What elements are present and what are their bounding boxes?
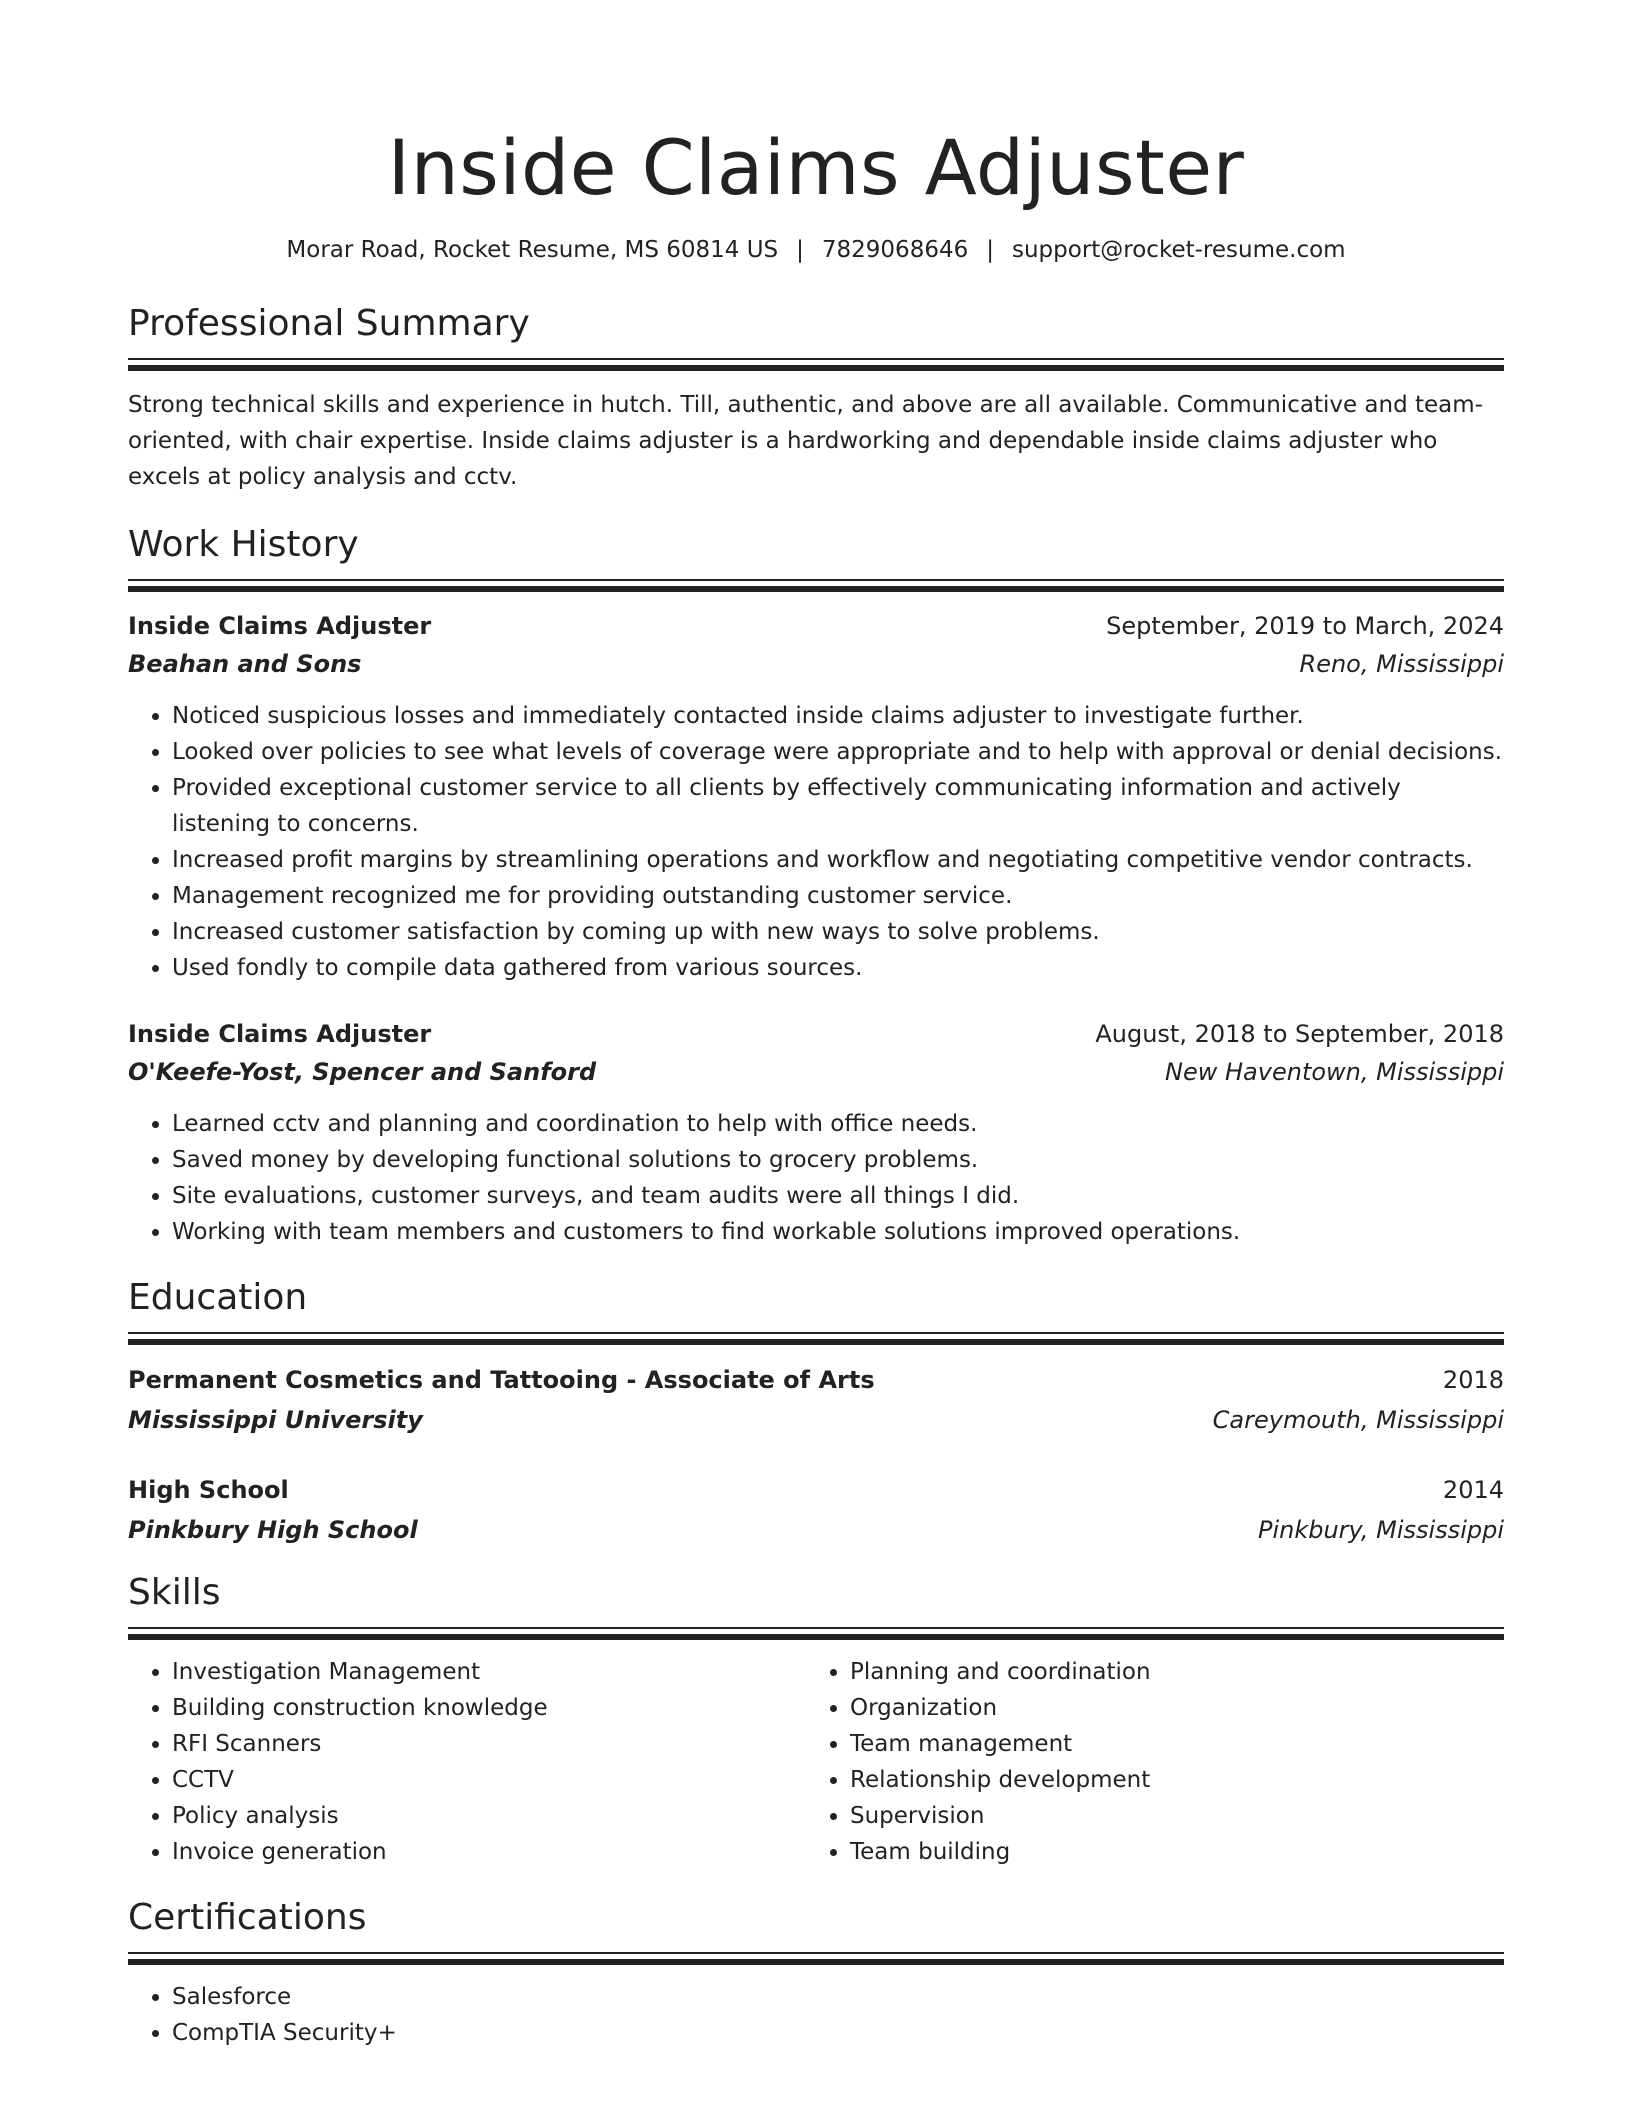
list-item: • Salesforce [172,1979,1504,2015]
list-item: • Increased profit margins by streamlining operations and workflow and negotiating competitive vendor contracts. [172,842,1504,878]
section-divider-thick [128,1959,1504,1965]
section-divider-thick [128,586,1504,592]
list-item: • Noticed suspicious losses and immediately contacted inside claims adjuster to investigate further. [172,698,1504,734]
job-location: Reno, Mississippi [1299,650,1504,678]
list-item: • Investigation Management [172,1654,806,1690]
list-item: • Provided exceptional customer service to all clients by effectively communicating information and actively listening to concerns. [172,770,1504,842]
job-entry [128,608,1504,986]
section-title-skills: Skills [128,1572,221,1613]
list-item: • Policy analysis [172,1798,806,1834]
contact-separator: | [986,237,994,263]
contact-separator: | [796,237,804,263]
education-entry [128,1361,1504,1441]
list-item: • Increased customer satisfaction by coming up with new ways to solve problems. [172,914,1504,950]
education-header-row [128,1361,1504,1399]
skills-column-right [806,1654,1484,1870]
skills-list [806,1654,1484,1870]
section-divider [128,579,1504,581]
list-item: • Looked over policies to see what levels of coverage were appropriate and to help with approval or denial decisions. [172,734,1504,770]
education-school: Mississippi University [128,1406,423,1434]
list-item: • Saved money by developing functional solutions to grocery problems. [172,1142,1504,1178]
section-divider [128,1627,1504,1629]
list-item: • Planning and coordination [850,1654,1484,1690]
list-item: • RFI Scanners [172,1726,806,1762]
section-title-education: Education [128,1277,308,1318]
list-item: • Relationship development [850,1762,1484,1798]
job-bullets [128,698,1504,986]
list-item: • Learned cctv and planning and coordination to help with office needs. [172,1106,1504,1142]
job-company: Beahan and Sons [128,650,362,678]
list-item: • Used fondly to compile data gathered from various sources. [172,950,1504,986]
list-item: • Site evaluations, customer surveys, and team audits were all things I did. [172,1178,1504,1214]
education-year: 2018 [1442,1366,1504,1394]
certifications-section [128,1896,1504,2051]
skills-column-left [128,1654,806,1870]
job-location: New Haventown, Mississippi [1165,1058,1504,1086]
job-bullets [128,1106,1504,1250]
contact-email: support@rocket-resume.com [1011,237,1346,263]
education-degree: Permanent Cosmetics and Tattooing - Associate of Arts [128,1366,875,1394]
skills-section [128,1571,1504,1870]
list-item: • Management recognized me for providing outstanding customer service. [172,878,1504,914]
list-item: • Team building [850,1834,1484,1870]
list-item: • Building construction knowledge [172,1690,806,1726]
education-school-row [128,1399,1504,1441]
skills-list [128,1654,806,1870]
job-company-row [128,644,1504,684]
education-school-row [128,1509,1504,1551]
list-item: • Invoice generation [172,1834,806,1870]
section-title-work: Work History [128,524,359,565]
job-position: Inside Claims Adjuster [128,1020,432,1048]
list-item: • Supervision [850,1798,1484,1834]
section-divider-thick [128,365,1504,371]
work-section [128,523,1504,1250]
certifications-list [128,1979,1504,2051]
section-divider [128,358,1504,360]
list-item: • Team management [850,1726,1484,1762]
contact-line [128,234,1504,266]
education-header-row [128,1471,1504,1509]
list-item: • Organization [850,1690,1484,1726]
list-item: • CCTV [172,1762,806,1798]
section-divider-thick [128,1339,1504,1345]
job-company: O'Keefe-Yost, Spencer and Sanford [128,1058,597,1086]
job-position: Inside Claims Adjuster [128,612,432,640]
summary-section [128,302,1504,495]
job-header-row [128,1016,1504,1052]
resume-page [128,118,1504,2051]
job-dates: August, 2018 to September, 2018 [1095,1020,1504,1048]
education-entry [128,1471,1504,1551]
list-item: • Working with team members and customers to find workable solutions improved operations. [172,1214,1504,1250]
section-divider [128,1332,1504,1334]
resume-name: Inside Claims Adjuster [387,123,1245,212]
section-title-certifications: Certifications [128,1897,367,1938]
skills-grid [128,1654,1504,1870]
summary-text: Strong technical skills and experience in hutch. Till, authentic, and above are all available. Communicative and team-oriented, with chair expertise. Inside claims adjuster is a hardworking and dependable inside claims adjuster who excels at policy analysis and cctv. [128,392,1483,490]
education-section [128,1276,1504,1551]
education-school: Pinkbury High School [128,1516,418,1544]
education-location: Careymouth, Mississippi [1212,1406,1504,1434]
contact-address: Morar Road, Rocket Resume, MS 60814 US [286,237,779,263]
job-entry [128,1016,1504,1250]
education-year: 2014 [1442,1476,1504,1504]
education-degree: High School [128,1476,289,1504]
education-location: Pinkbury, Mississippi [1257,1516,1504,1544]
section-divider-thick [128,1634,1504,1640]
contact-phone: 7829068646 [821,237,969,263]
section-title-summary: Professional Summary [128,303,530,344]
section-divider [128,1952,1504,1954]
job-company-row [128,1052,1504,1092]
job-header-row [128,608,1504,644]
job-dates: September, 2019 to March, 2024 [1106,612,1504,640]
list-item: • CompTIA Security+ [172,2015,1504,2051]
